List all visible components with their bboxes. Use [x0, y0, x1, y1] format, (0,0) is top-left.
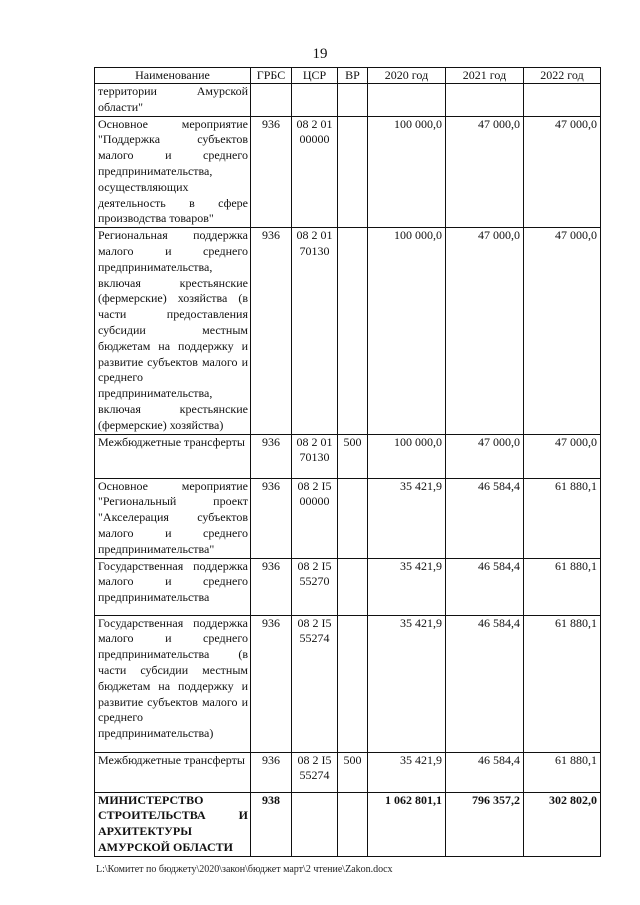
cell-2022: 47 000,0 — [524, 434, 601, 478]
cell-grbs: 936 — [251, 434, 292, 478]
cell-csr: 08 2 01 70130 — [292, 228, 338, 434]
cell-2020: 35 421,9 — [368, 558, 446, 615]
cell-csr: 08 2 01 00000 — [292, 116, 338, 228]
cell-2020: 35 421,9 — [368, 615, 446, 752]
page-number: 19 — [312, 46, 328, 62]
cell-name: Государственная поддержка малого и среднего предпринимательства (в части субсидии местным бюджетам на поддержку и развитие субъектов малого и среднего предпринимательства) — [95, 615, 251, 752]
cell-2022: 61 880,1 — [524, 478, 601, 558]
cell-name: Региональная поддержка малого и среднего предпринимательства, включая крестьянские (фермерские) хозяйства (в части предоставления субсидии местным бюджетам на поддержку и развитие субъектов малого и среднего предпринимательства, включая крестьянские (фермерские) хозяйства) — [95, 228, 251, 434]
cell-name: Межбюджетные трансферты — [95, 752, 251, 792]
table-row — [95, 478, 601, 558]
table-row — [95, 84, 601, 117]
cell-2020: 100 000,0 — [368, 116, 446, 228]
cell-vr — [338, 84, 368, 117]
table-body — [95, 84, 601, 857]
cell-2021: 796 357,2 — [446, 792, 524, 856]
cell-name: МИНИСТЕРСТВО СТРОИТЕЛЬСТВА И АРХИТЕКТУРЫ АМУРСКОЙ ОБЛАСТИ — [95, 792, 251, 856]
cell-vr — [338, 792, 368, 856]
cell-grbs: 936 — [251, 116, 292, 228]
header-name: Наименование — [95, 68, 251, 84]
cell-name: Межбюджетные трансферты — [95, 434, 251, 478]
cell-2021: 46 584,4 — [446, 752, 524, 792]
cell-vr: 500 — [338, 434, 368, 478]
cell-csr: 08 2 I5 55270 — [292, 558, 338, 615]
cell-2021: 47 000,0 — [446, 116, 524, 228]
table-row — [95, 752, 601, 792]
cell-name: Основное мероприятие "Региональный проект "Акселерация субъектов малого и среднего предпринимательства" — [95, 478, 251, 558]
cell-name: территории Амурской области" — [95, 84, 251, 117]
header-2021: 2021 год — [446, 68, 524, 84]
table-row — [95, 558, 601, 615]
cell-grbs: 936 — [251, 558, 292, 615]
budget-table — [94, 67, 601, 857]
table-header-row — [95, 68, 601, 84]
cell-2022: 47 000,0 — [524, 116, 601, 228]
cell-vr: 500 — [338, 752, 368, 792]
table-row — [95, 116, 601, 228]
cell-2022: 61 880,1 — [524, 558, 601, 615]
header-vr: ВР — [338, 68, 368, 84]
cell-2021: 46 584,4 — [446, 615, 524, 752]
header-2020: 2020 год — [368, 68, 446, 84]
cell-2022 — [524, 84, 601, 117]
cell-grbs — [251, 84, 292, 117]
table-row — [95, 434, 601, 478]
table-row — [95, 615, 601, 752]
header-csr: ЦСР — [292, 68, 338, 84]
cell-2022: 61 880,1 — [524, 752, 601, 792]
cell-csr: 08 2 01 70130 — [292, 434, 338, 478]
cell-2021: 47 000,0 — [446, 228, 524, 434]
cell-vr — [338, 116, 368, 228]
cell-2021: 47 000,0 — [446, 434, 524, 478]
header-grbs: ГРБС — [251, 68, 292, 84]
cell-name: Государственная поддержка малого и среднего предпринимательства — [95, 558, 251, 615]
cell-2020: 35 421,9 — [368, 478, 446, 558]
cell-2021: 46 584,4 — [446, 558, 524, 615]
cell-vr — [338, 558, 368, 615]
cell-vr — [338, 478, 368, 558]
cell-csr — [292, 84, 338, 117]
cell-name: Основное мероприятие "Поддержка субъектов малого и среднего предпринимательства, осуществляющих деятельность в сфере производства товаров" — [95, 116, 251, 228]
cell-2020: 100 000,0 — [368, 434, 446, 478]
cell-2021: 46 584,4 — [446, 478, 524, 558]
cell-csr — [292, 792, 338, 856]
cell-2022: 302 802,0 — [524, 792, 601, 856]
cell-grbs: 938 — [251, 792, 292, 856]
cell-2022: 61 880,1 — [524, 615, 601, 752]
cell-2020 — [368, 84, 446, 117]
cell-2022: 47 000,0 — [524, 228, 601, 434]
table-row — [95, 792, 601, 856]
cell-2020: 35 421,9 — [368, 752, 446, 792]
cell-grbs: 936 — [251, 228, 292, 434]
cell-vr — [338, 615, 368, 752]
file-path-footer: L:\Комитет по бюджету\2020\закон\бюджет март\2 чтение\Zakon.docx — [96, 864, 393, 875]
cell-vr — [338, 228, 368, 434]
cell-2020: 100 000,0 — [368, 228, 446, 434]
cell-csr: 08 2 I5 55274 — [292, 752, 338, 792]
cell-csr: 08 2 I5 55274 — [292, 615, 338, 752]
cell-2021 — [446, 84, 524, 117]
cell-2020: 1 062 801,1 — [368, 792, 446, 856]
cell-grbs: 936 — [251, 615, 292, 752]
header-2022: 2022 год — [524, 68, 601, 84]
table-row — [95, 228, 601, 434]
cell-csr: 08 2 I5 00000 — [292, 478, 338, 558]
cell-grbs: 936 — [251, 752, 292, 792]
cell-grbs: 936 — [251, 478, 292, 558]
